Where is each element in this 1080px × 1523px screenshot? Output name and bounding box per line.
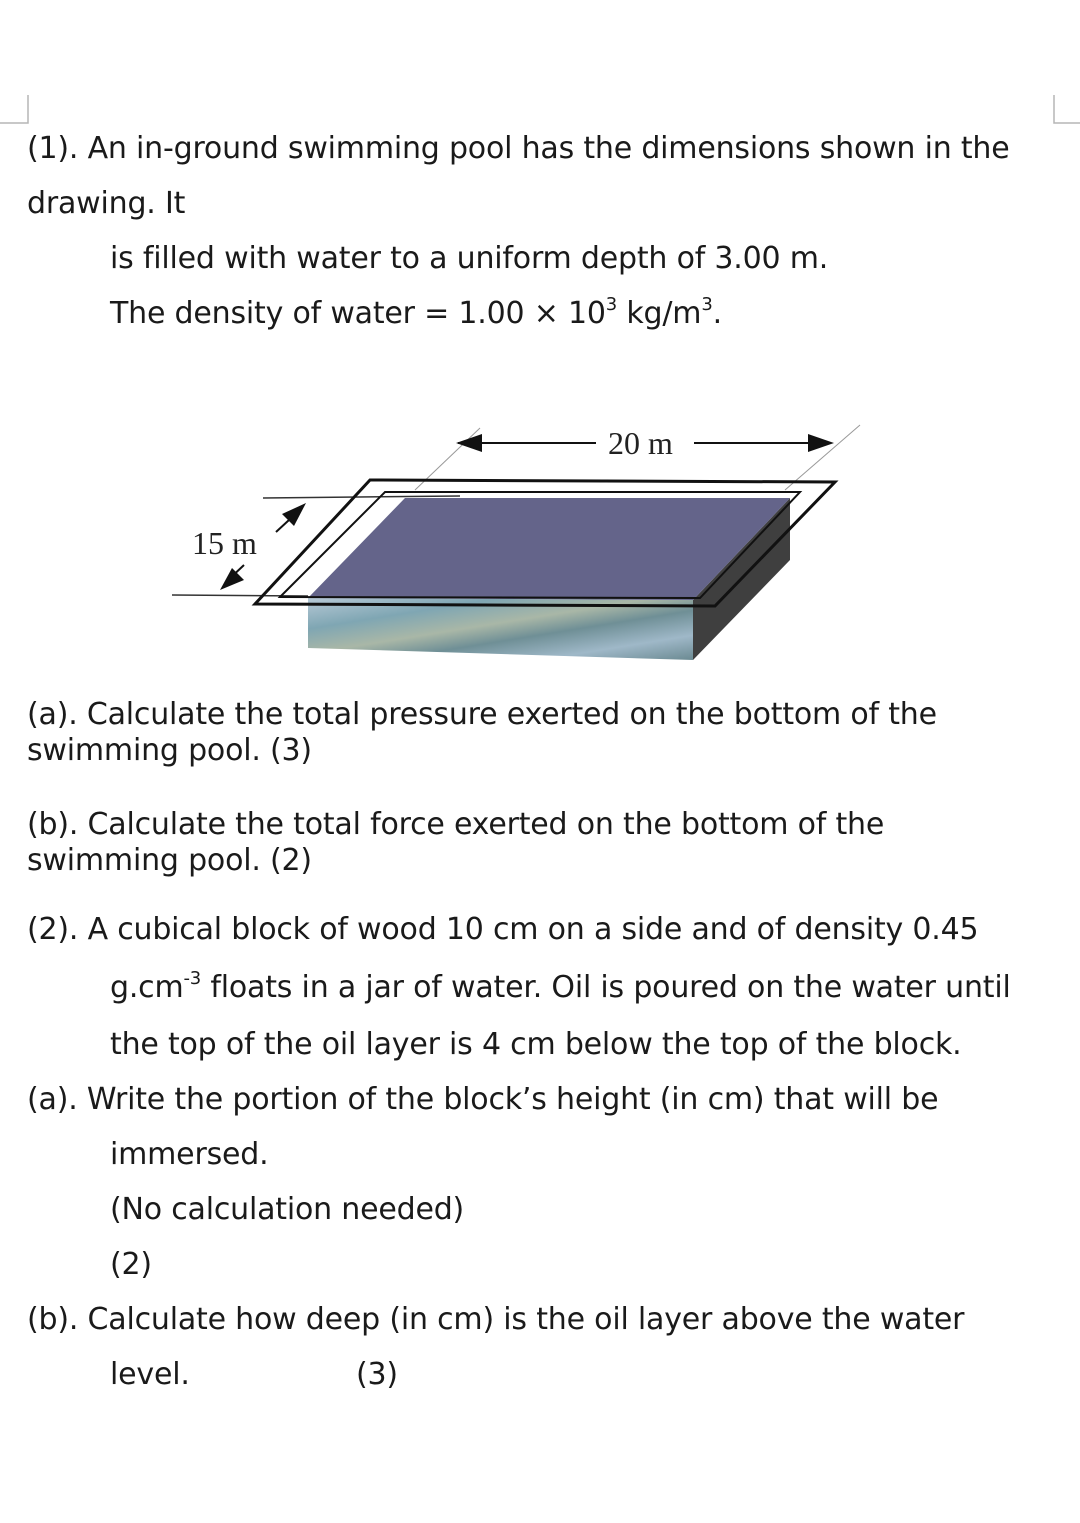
pool-front-face [308, 598, 693, 660]
q1-part-a-line-2: swimming pool. (3) [27, 733, 312, 768]
q2-line-2 [110, 968, 1011, 1008]
q2-part-b-line-2: level. [110, 1357, 190, 1392]
q2-part-a-line-1: (a). Write the portion of the block’s height (in cm) that will be [27, 1082, 939, 1117]
q2-part-b-points: (3) [356, 1357, 398, 1392]
density-exponent: 3 [605, 294, 618, 315]
length-label: 20 m [608, 425, 673, 461]
q1-intro-line-3: is filled with water to a uniform depth of 3.00 m. [110, 241, 829, 276]
q1-intro-line-2: drawing. It [27, 186, 186, 221]
q2-line-1: (2). A cubical block of wood 10 cm on a side and of density 0.45 [27, 912, 979, 947]
extension-line-top [263, 496, 460, 498]
q2-line-2-rest: floats in a jar of water. Oil is poured on the water until [201, 970, 1011, 1005]
q2-part-a-line-2: immersed. [110, 1137, 269, 1172]
density-unit-exponent: 3 [701, 294, 713, 315]
q2-part-a-points: (2) [110, 1247, 152, 1282]
density-end: . [712, 296, 722, 331]
length-arrow-right [808, 434, 834, 452]
q1-part-b-line-1: (b). Calculate the total force exerted on the bottom of the [27, 807, 885, 842]
left-margin-mark [0, 95, 32, 129]
extension-line-right [785, 425, 860, 490]
length-arrow-left [456, 434, 482, 452]
density-unit: kg/m [617, 296, 702, 331]
right-margin-mark [1052, 95, 1080, 129]
swimming-pool-figure [160, 410, 880, 680]
width-label: 15 m [192, 525, 257, 561]
q2-part-a-line-3: (No calculation needed) [110, 1192, 465, 1227]
q2-unit-exponent: -3 [183, 968, 202, 989]
width-arrow-lower [220, 568, 244, 590]
q1-part-b-line-2: swimming pool. (2) [27, 843, 312, 878]
q2-unit-prefix: g.cm [110, 970, 184, 1005]
q1-density-line [110, 294, 722, 334]
q1-part-a-line-1: (a). Calculate the total pressure exerted on the bottom of the [27, 697, 937, 732]
q2-part-b-line-1: (b). Calculate how deep (in cm) is the oil layer above the water [27, 1302, 965, 1337]
q1-intro-line-1: (1). An in-ground swimming pool has the dimensions shown in the [27, 131, 1010, 166]
extension-line-bottom [172, 595, 308, 596]
q2-line-3: the top of the oil layer is 4 cm below the top of the block. [110, 1027, 962, 1062]
density-prefix: The density of water = 1.00 × 10 [110, 296, 606, 331]
